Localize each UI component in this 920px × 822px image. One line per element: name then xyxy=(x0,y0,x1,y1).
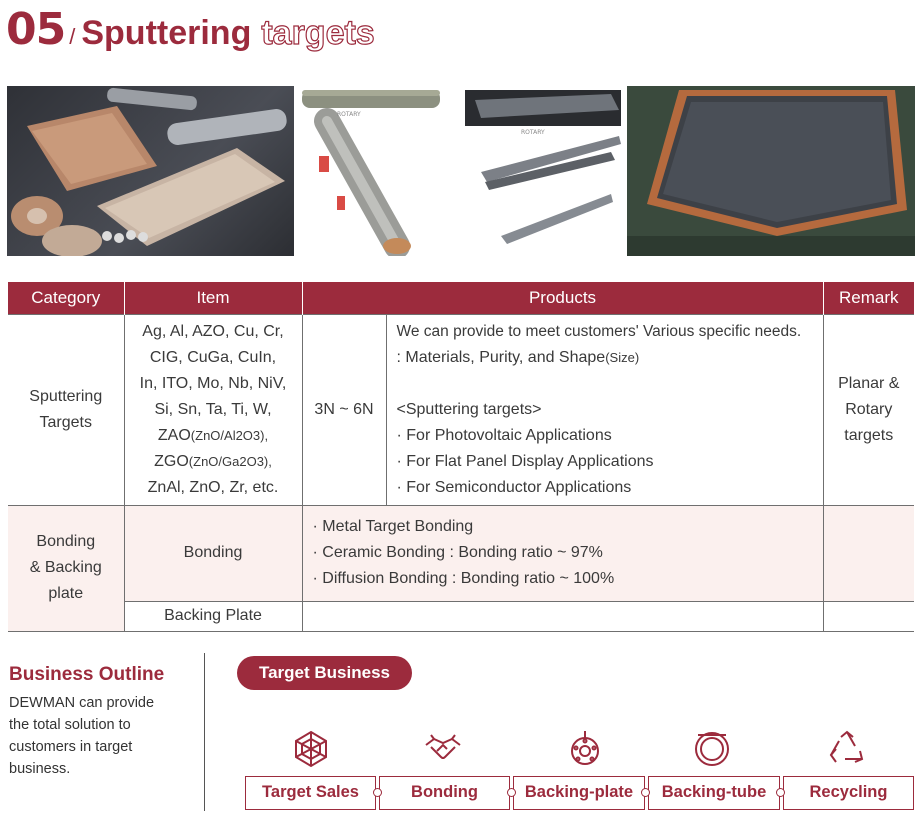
category-cell xyxy=(8,314,124,505)
step-backing-tube: Backing-tube xyxy=(648,776,780,810)
products-line: · Ceramic Bonding : Bonding ratio ~ 97% xyxy=(312,544,603,561)
recycle-icon xyxy=(827,729,867,769)
item-cell: Bonding xyxy=(124,505,302,601)
remark-cell xyxy=(823,314,914,505)
business-outline-text xyxy=(9,692,189,780)
products-subheading: <Sputtering targets> xyxy=(396,400,542,418)
step-connector xyxy=(641,788,650,797)
item-zgo-formula: (ZnO/Ga2O3), xyxy=(188,453,272,469)
products-cell xyxy=(302,505,823,601)
products-size-note: (Size) xyxy=(605,349,640,365)
gear-plate-icon xyxy=(565,729,605,769)
item-zao: ZAO xyxy=(157,426,191,444)
item-line: Ag, Al, AZO, Cu, Cr, xyxy=(142,322,284,340)
item-cell: Backing Plate xyxy=(124,601,302,631)
business-text-line: DEWMAN can provide xyxy=(9,695,155,711)
purity-cell: 3N ~ 6N xyxy=(302,314,386,505)
item-line: Si, Sn, Ta, Ti, W, xyxy=(154,400,272,418)
spec-table xyxy=(8,282,914,632)
business-outline xyxy=(9,664,189,780)
photo-rotary-assemblies xyxy=(461,86,625,256)
products-app: · For Semiconductor Applications xyxy=(396,478,632,496)
products-line: · Diffusion Bonding : Bonding ratio ~ 100% xyxy=(312,570,615,587)
item-line: In, ITO, Mo, Nb, NiV, xyxy=(139,374,287,392)
products-line: We can provide to meet customers' Various specific needs. xyxy=(396,322,802,340)
header-item: Item xyxy=(124,282,302,314)
step-bonding: Bonding xyxy=(379,776,510,810)
tube-ring-icon xyxy=(692,729,732,769)
business-outline-title: Business Outline xyxy=(9,664,165,685)
section-slash: / xyxy=(69,24,76,49)
business-text-line: the total solution to xyxy=(9,717,131,733)
step-recycling: Recycling xyxy=(783,776,914,810)
products-app: · For Photovoltaic Applications xyxy=(396,426,612,444)
step-connector xyxy=(507,788,516,797)
products-cell xyxy=(302,601,823,631)
photo-rotary-target xyxy=(297,86,457,256)
page-title: Sputtering xyxy=(81,14,252,52)
products-text: : Materials, Purity, and Shape xyxy=(396,348,606,366)
item-cell xyxy=(124,314,302,505)
category-cell xyxy=(8,505,124,631)
photo-planar-targets xyxy=(7,86,294,256)
header-products: Products xyxy=(302,282,823,314)
table-row xyxy=(8,601,914,631)
svg-text:ROTARY: ROTARY xyxy=(521,129,545,136)
category-line: Bonding xyxy=(36,533,96,550)
item-line: CIG, CuGa, CuIn, xyxy=(149,348,277,366)
business-text-line: customers in target xyxy=(9,739,133,755)
category-line: & Backing xyxy=(29,559,102,576)
products-line: · Metal Target Bonding xyxy=(312,518,474,535)
table-row xyxy=(8,505,914,601)
step-connector xyxy=(776,788,785,797)
remark-cell xyxy=(823,505,914,601)
business-text-line: business. xyxy=(9,761,71,777)
item-zgo: ZGO xyxy=(154,452,189,470)
products-cell xyxy=(386,314,823,505)
category-line: Targets xyxy=(39,413,92,431)
remark-line: targets xyxy=(844,426,894,444)
products-line xyxy=(397,345,813,371)
step-connector xyxy=(373,788,382,797)
item-zao-formula: (ZnO/Al2O3), xyxy=(190,427,269,443)
step-backing-plate: Backing-plate xyxy=(513,776,645,810)
item-line xyxy=(125,423,302,449)
remark-line: Rotary xyxy=(845,400,893,418)
header-category: Category xyxy=(8,282,124,314)
product-photos xyxy=(7,86,915,256)
table-row xyxy=(8,314,914,505)
item-line xyxy=(125,449,302,475)
step-target-sales: Target Sales xyxy=(245,776,376,810)
handshake-icon xyxy=(423,729,463,769)
web-network-icon xyxy=(291,729,331,769)
page-header xyxy=(6,4,375,54)
products-app: · For Flat Panel Display Applications xyxy=(396,452,654,470)
svg-text:ROTARY: ROTARY xyxy=(337,111,361,118)
divider xyxy=(204,653,205,811)
header-remark: Remark xyxy=(823,282,914,314)
item-line: ZnAl, ZnO, Zr, etc. xyxy=(147,478,279,496)
page-title-outline: targets xyxy=(261,14,375,52)
photo-bonded-plate xyxy=(627,86,915,256)
category-line: Sputtering xyxy=(29,387,103,405)
category-line: plate xyxy=(48,585,84,602)
section-number: 05 xyxy=(6,4,66,55)
remark-cell xyxy=(823,601,914,631)
target-business-pill: Target Business xyxy=(237,656,412,690)
remark-line: Planar & xyxy=(838,374,900,392)
